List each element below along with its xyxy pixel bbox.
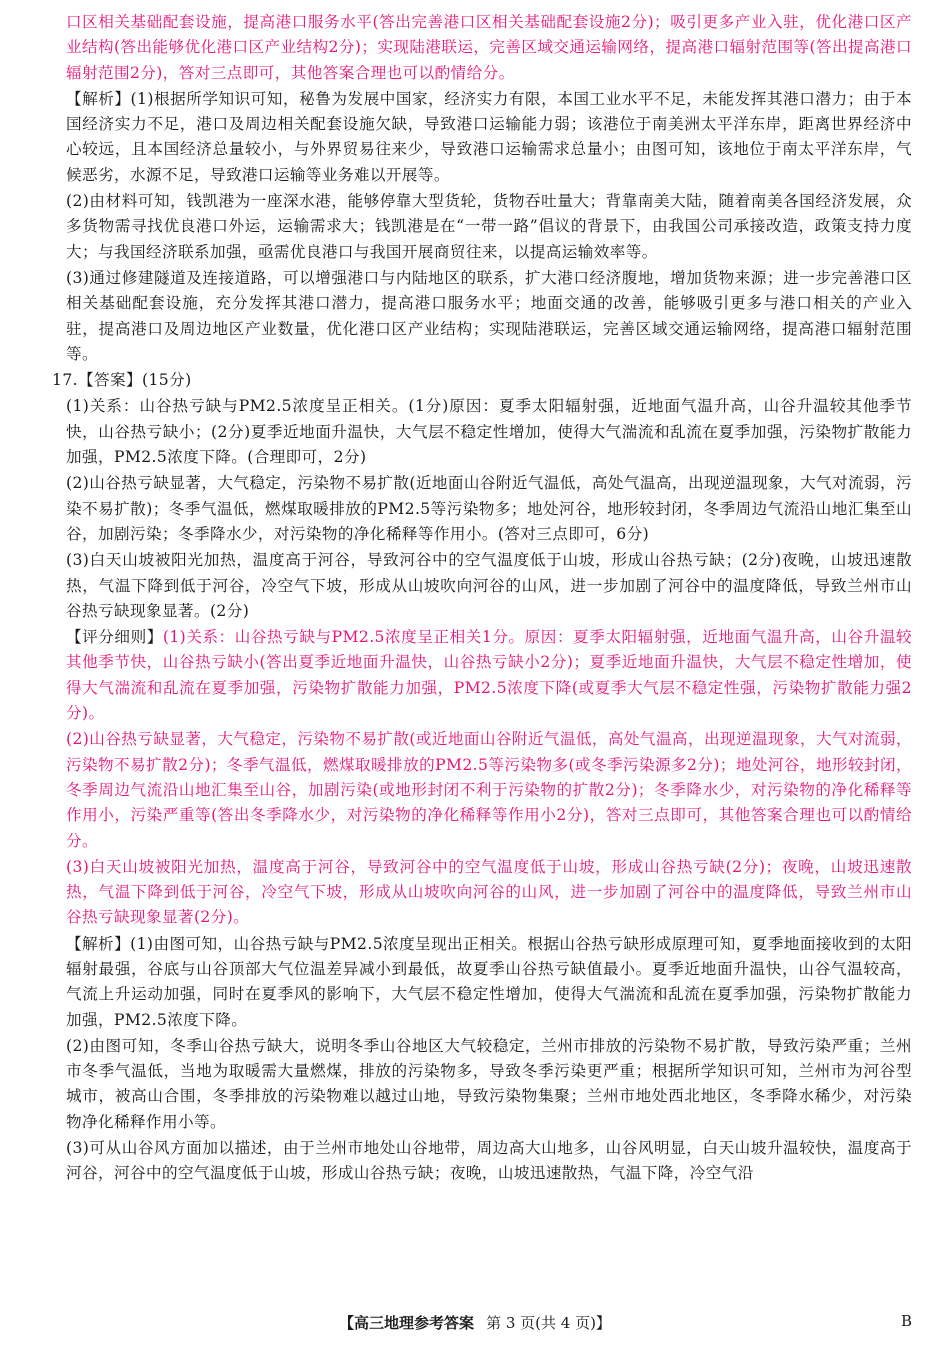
scoring-17-part1-text: (1)关系：山谷热亏缺与PM2.5浓度呈正相关1分。原因：夏季太阳辐射强，近地面气温升高，山谷升温较其他季节快，山谷热亏缺小(答出夏季近地面升温快，山谷热亏缺小2分)；夏季近地面升温快，大气层不稳定性增加，使得大气湍流和乱流在夏季加强，污染物扩散能力加强，PM2.5浓度下降(或夏季大气层不稳定性强，污染物扩散能力强2分)。	[66, 628, 912, 723]
scoring-continuation: 口区相关基础配套设施，提高港口服务水平(答出完善港口区相关基础配套设施2分)；吸引更多产业入驻，优化港口区产业结构(答出能够优化港口区产业结构2分)；实现陆港联运，完善区域交通运输网络，提高港口辐射范围等(答出提高港口辐射范围2分)，答对三点即可，其他答案合理也可以酌情给分。	[66, 13, 912, 82]
analysis-17-part3: (3)可从山谷风方面加以描述，由于兰州市地处山谷地带，周边高大山地多，山谷风明显，白天山坡升温较快，温度高于河谷，河谷中的空气温度低于山坡，形成山谷热亏缺；夜晚，山坡迅速散热，气温下降，冷空气沿	[66, 1139, 912, 1183]
page-footer	[0, 1312, 950, 1333]
answer-17-part2: (2)山谷热亏缺显著，大气稳定，污染物不易扩散(近地面山谷附近气温低，高处气温高，出现逆温现象，大气对流弱，污染不易扩散)；冬季气温低，燃煤取暖排放的PM2.5等污染物多；地处河谷，地形较封闭，冬季周边气流沿山地汇集至山谷，加剧污染；冬季降水少，对污染物的净化稀释等作用小。(答对三点即可，6分)	[66, 474, 912, 543]
analysis-16-part3: (3)通过修建隧道及连接道路，可以增强港口与内陆地区的联系，扩大港口经济腹地，增加货物来源；进一步完善港口区相关基础配套设施，充分发挥其港口潜力，提高港口服务水平；地面交通的改善，能够吸引更多与港口相关的产业入驻，提高港口及周边地区产业数量，优化港口区产业结构；实现陆港联运，完善区域交通运输网络，提高港口辐射范围等。	[66, 268, 912, 363]
page-number: 第 3 页(共 4 页)】	[486, 1314, 611, 1332]
question-17-header: 17.【答案】(15分)	[52, 371, 192, 390]
scoring-17-part3: (3)白天山坡被阳光加热，温度高于河谷，导致河谷中的空气温度低于山坡，形成山谷热亏缺(2分)；夜晚，山坡迅速散热，气温下降到低于河谷，冷空气下坡，形成从山坡吹向河谷的山风，进一步加剧了河谷中的温度降低，导致兰州市山谷热亏缺现象显著(2分)。	[66, 857, 912, 927]
scoring-label: 【评分细则】	[66, 628, 163, 647]
analysis-16-part2: (2)由材料可知，钱凯港为一座深水港，能够停靠大型货轮，货物吞吐量大；背靠南美大陆，随着南美各国经济发展，众多货物需寻找优良港口外运，运输需求大；钱凯港是在“一带一路”倡议的背景下，由我国公司承接改造，政策支持力度大；与我国经济联系加强，亟需优良港口与我国开展商贸往来，以提高运输效率等。	[66, 192, 912, 261]
analysis-17-part1: 【解析】(1)由图可知，山谷热亏缺与PM2.5浓度呈现出正相关。根据山谷热亏缺形成原理可知，夏季地面接收到的太阳辐射最强，谷底与山谷顶部大气位温差异减小到最低，故夏季山谷热亏缺值最小。夏季近地面升温快，山谷气温较高，气流上升运动加强，同时在夏季风的影响下，大气层不稳定性增加，使得大气湍流和乱流在夏季加强，污染物扩散能力加强，PM2.5浓度下降。	[66, 934, 912, 1029]
answer-17-part1: (1)关系：山谷热亏缺与PM2.5浓度呈正相关。(1分)原因：夏季太阳辐射强，近地面气温升高，山谷升温较其他季节快，山谷热亏缺小；(2分)夏季近地面升温快，大气层不稳定性增加，使得大气湍流和乱流在夏季加强，污染物扩散能力加强，PM2.5浓度下降。(合理即可，2分)	[66, 397, 912, 467]
answer-content	[52, 10, 912, 1188]
scoring-17-part1	[66, 625, 912, 726]
scoring-17-part2: (2)山谷热亏缺显著，大气稳定，污染物不易扩散(或近地面山谷附近气温低，高处气温高，出现逆温现象，大气对流弱，污染物不易扩散2分)；冬季气温低，燃煤取暖排放的PM2.5等污染物多(或冬季污染源多2分)；地处河谷，地形较封闭，冬季周边气流沿山地汇集至山谷，加剧污染(或地形封闭不利于污染物的扩散2分)；冬季降水少，对污染物的净化稀释等作用小，污染严重等(答出冬季降水少，对污染物的净化稀释等作用小2分)，答对三点即可，其他答案合理也可以酌情给分。	[66, 730, 912, 850]
analysis-17-part2: (2)由图可知，冬季山谷热亏缺大，说明冬季山谷地区大气较稳定，兰州市排放的污染物不易扩散，导致污染严重；兰州市冬季气温低，当地为取暖需大量燃煤，排放的污染物多，导致冬季污染更严重；根据所学知识可知，兰州市为河谷型城市，被高山合围，冬季排放的污染物难以越过山地，导致污染物集聚；兰州市地处西北地区，冬季降水稀少，对污染物净化稀释作用小等。	[66, 1036, 912, 1131]
version-label: B	[900, 1312, 912, 1330]
footer-title: 【高三地理参考答案	[339, 1314, 475, 1332]
answer-17-part3: (3)白天山坡被阳光加热，温度高于河谷，导致河谷中的空气温度低于山坡，形成山谷热亏缺；(2分)夜晚，山坡迅速散热，气温下降到低于河谷，冷空气下坡，形成从山坡吹向河谷的山风，进一步加剧了河谷中的温度降低，导致兰州市山谷热亏缺现象显著。(2分)	[66, 551, 912, 620]
analysis-16-part1: 【解析】(1)根据所学知识可知，秘鲁为发展中国家，经济实力有限，本国工业水平不足，未能发挥其港口潜力；由于本国经济实力不足，港口及周边相关配套设施欠缺，导致港口运输能力弱；该港位于南美洲太平洋东岸，距离世界经济中心较远，且本国经济总量较小，与外界贸易往来少，导致港口运输需求总量小；由图可知，该地位于南太平洋东岸，气候恶劣，水源不足，导致港口运输等业务难以开展等。	[66, 89, 912, 184]
